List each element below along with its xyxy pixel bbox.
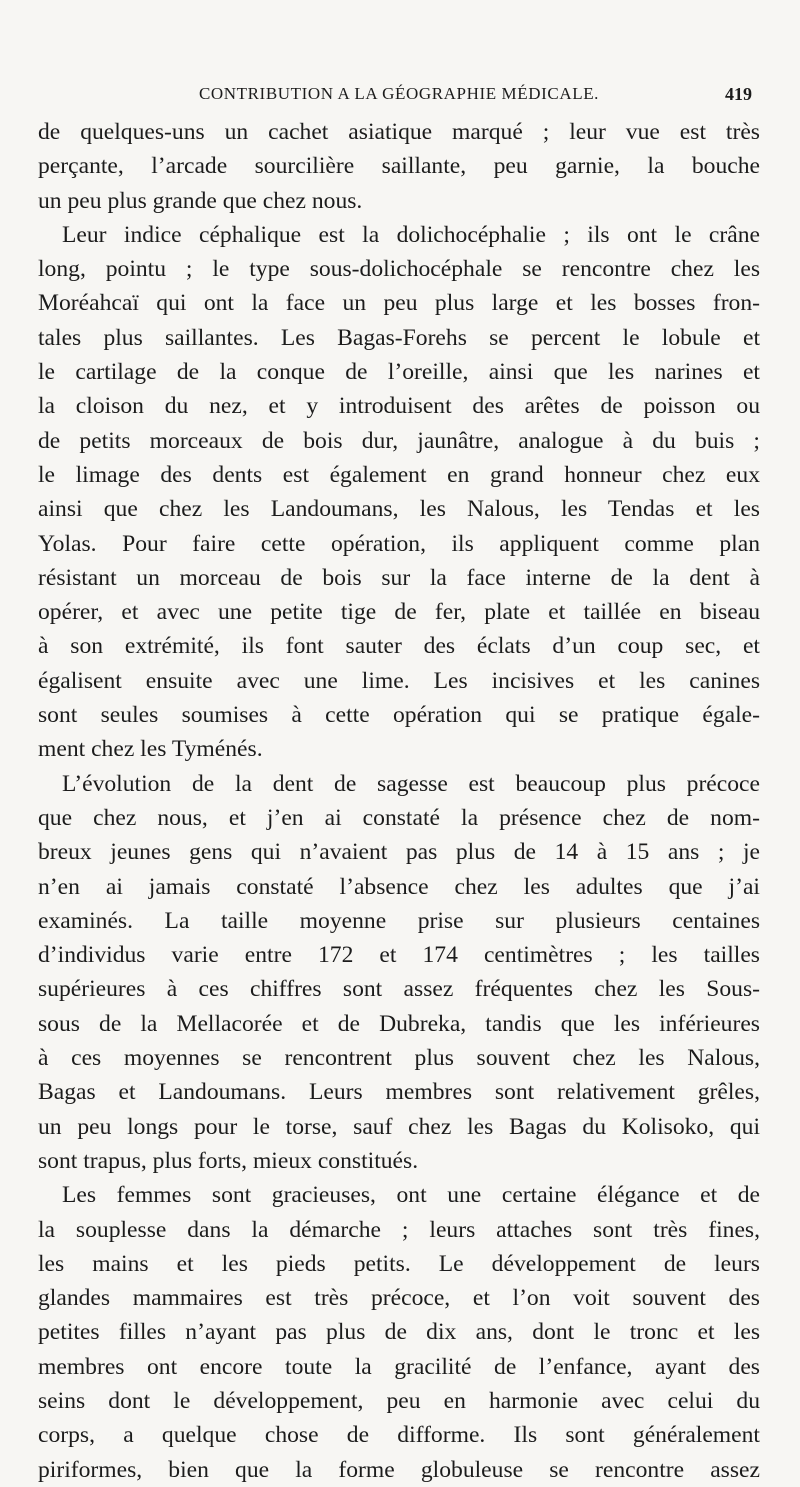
text-line: Yolas. Pour faire cette opération, ils appliquent comme plan [38, 530, 760, 557]
text-line: tales plus saillantes. Les Bagas-Forehs se percent le lobule et [38, 324, 760, 351]
text-line: ment chez les Tyménés. [38, 736, 263, 763]
text-line: glandes mammaires est très précoce, et l’on voit souvent des [38, 1285, 760, 1312]
text-line: Leur indice céphalique est la dolichocéphalie ; ils ont le crâne [62, 221, 760, 248]
running-title: CONTRIBUTION A LA GÉOGRAPHIE MÉDICALE. [198, 84, 600, 103]
body-text [38, 115, 760, 1487]
text-line: supérieures à ces chiffres sont assez fréquentes chez les Sous- [38, 976, 760, 1003]
running-head [38, 84, 760, 108]
text-line: Bagas et Landoumans. Leurs membres sont relativement grêles, [38, 1079, 760, 1106]
text-line: égalisent ensuite avec une lime. Les incisives et les canines [38, 667, 760, 694]
text-line: ainsi que chez les Landoumans, les Nalous, les Tendas et les [38, 496, 760, 523]
text-line: perçante, l’arcade sourcilière saillante, peu garnie, la bouche [38, 153, 760, 180]
text-line: résistant un morceau de bois sur la face interne de la dent à [38, 564, 760, 591]
text-line: corps, a quelque chose de difforme. Ils sont généralement [38, 1422, 760, 1449]
text-line: petites filles n’ayant pas plus de dix ans, dont le tronc et les [38, 1319, 760, 1346]
text-line: la souplesse dans la démarche ; leurs attaches sont très fines, [38, 1216, 760, 1243]
text-line: le limage des dents est également en grand honneur chez eux [38, 461, 760, 488]
text-line: sont trapus, plus forts, mieux constitués. [38, 1147, 419, 1174]
text-line: les mains et les pieds petits. Le développement de leurs [38, 1250, 760, 1277]
text-line: sont seules soumises à cette opération qui se pratique égale- [38, 702, 760, 729]
text-line: le cartilage de la conque de l’oreille, ainsi que les narines et [38, 359, 760, 386]
text-line: opérer, et avec une petite tige de fer, plate et taillée en biseau [38, 599, 760, 626]
text-line: L’évolution de la dent de sagesse est beaucoup plus précoce [62, 770, 760, 797]
text-line: seins dont le développement, peu en harmonie avec celui du [38, 1387, 760, 1414]
text-line: un peu longs pour le torse, sauf chez les Bagas du Kolisoko, qui [38, 1113, 760, 1140]
page-number: 419 [725, 84, 752, 104]
text-line: que chez nous, et j’en ai constaté la présence chez de nom- [38, 804, 760, 831]
text-line: la cloison du nez, et y introduisent des arêtes de poisson ou [38, 393, 760, 420]
text-line: Moréahcaï qui ont la face un peu plus large et les bosses fron- [38, 290, 760, 317]
text-line: sous de la Mellacorée et de Dubreka, tandis que les inférieures [38, 1010, 760, 1037]
text-line: un peu plus grande que chez nous. [38, 187, 363, 214]
text-line: de quelques-uns un cachet asiatique marqué ; leur vue est très [38, 119, 760, 145]
text-line: de petits morceaux de bois dur, jaunâtre, analogue à du buis ; [38, 427, 760, 454]
text-line: long, pointu ; le type sous-dolichocéphale se rencontre chez les [38, 256, 760, 283]
text-line: breux jeunes gens qui n’avaient pas plus de 14 à 15 ans ; je [38, 839, 760, 866]
text-line: d’individus varie entre 172 et 174 centimètres ; les tailles [38, 942, 760, 969]
text-line: Les femmes sont gracieuses, ont une certaine élégance et de [62, 1182, 760, 1209]
text-line: piriformes, bien que la forme globuleuse se rencontre assez [38, 1456, 760, 1483]
text-line: à son extrémité, ils font sauter des éclats d’un coup sec, et [38, 633, 760, 660]
text-line: examinés. La taille moyenne prise sur plusieurs centaines [38, 907, 760, 934]
text-line: à ces moyennes se rencontrent plus souvent chez les Nalous, [38, 1045, 760, 1072]
text-line: membres ont encore toute la gracilité de l’enfance, ayant des [38, 1353, 760, 1380]
text-line: n’en ai jamais constaté l’absence chez les adultes que j’ai [38, 873, 760, 900]
